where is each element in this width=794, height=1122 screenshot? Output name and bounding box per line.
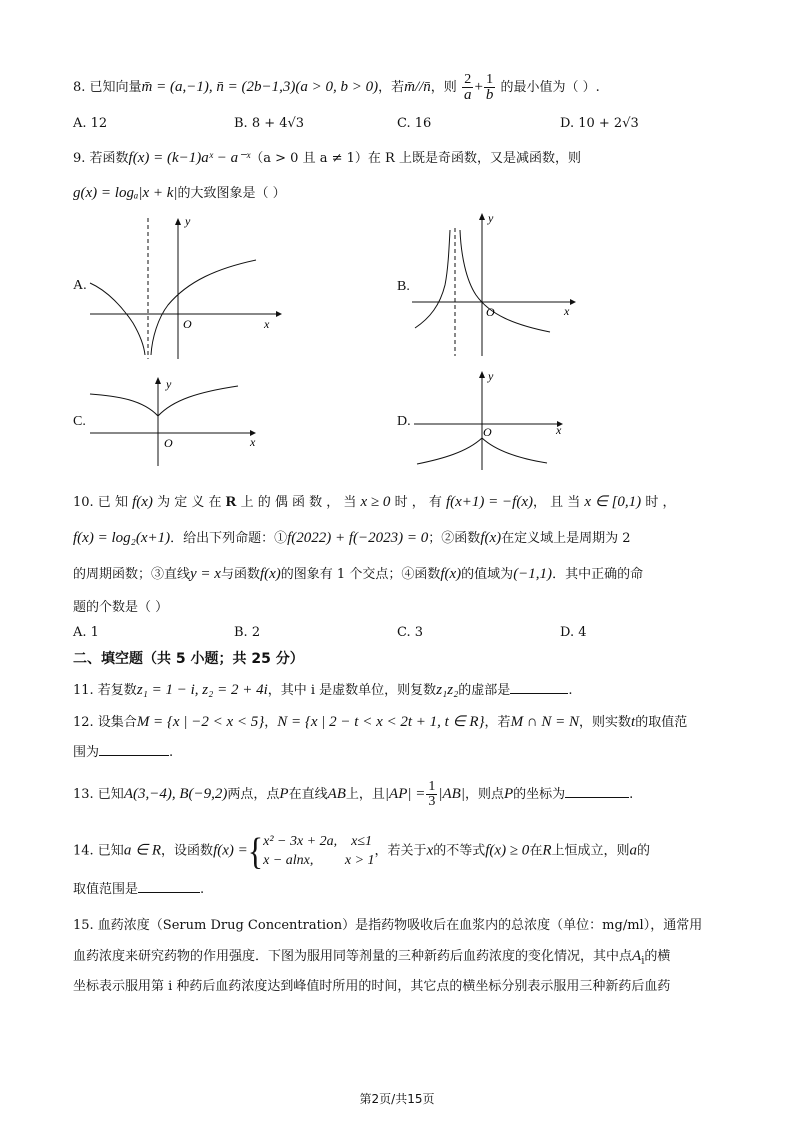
q12-line2: 围为 .	[73, 745, 174, 760]
graph-b-y-label: y	[488, 211, 494, 225]
q9-graph-a[interactable]	[88, 213, 288, 363]
q8-option-d[interactable]: D. 10 + 2√3	[560, 116, 639, 131]
q10-option-d[interactable]: D. 4	[560, 625, 587, 640]
q11-stem: 11. 若复数z₁ = 1 − i, z₂ = 2 + 4i，其中 i 是虚数单位，则复数z₁z₂的虚部是 .	[73, 682, 573, 698]
q14-line1: 14. 已知a ∈ R，设函数f(x) ={ x² − 3x + 2a, x≤1 x − alnx, x > 1 ，若关于x的不等式f(x) ≥ 0在R上恒成立，则a的	[73, 829, 651, 873]
fraction-2-over-a: $\frac{2}{a}$	[463, 72, 472, 103]
graph-b-x-label: x	[564, 304, 570, 318]
q14-line2: 取值范围是 .	[73, 882, 205, 897]
q8-option-c[interactable]: C. 16	[397, 116, 432, 131]
q14-answer-blank[interactable]	[138, 880, 200, 893]
q9-option-b-label[interactable]: B.	[397, 279, 410, 294]
q9-option-d-label[interactable]: D.	[397, 414, 411, 429]
piecewise-brace: {	[247, 829, 264, 873]
q10-option-b[interactable]: B. 2	[234, 625, 261, 640]
graph-a-origin: O	[183, 317, 192, 331]
q9-stem-line1: 9. 若函数f(x) = (k−1)aˣ − a⁻ˣ（a > 0 且 a ≠ 1）在 R 上既是奇函数，又是减函数，则	[73, 150, 581, 166]
q9-graph-d[interactable]	[412, 366, 572, 472]
q11-answer-blank[interactable]	[510, 681, 568, 694]
graph-c-y-label: y	[166, 377, 172, 391]
q9-stem-line2: g(x) = logₐ|x + k|的大致图象是（ ）	[73, 185, 286, 201]
page-footer: 第2页/共15页	[359, 1092, 435, 1106]
piecewise-cases: x² − 3x + 2a, x≤1 x − alnx, x > 1	[263, 834, 375, 868]
graph-a-y-label: y	[185, 214, 191, 228]
q8-option-b[interactable]: B. 8 + 4√3	[234, 116, 305, 131]
fraction-1-over-3: $\frac{1}{3}$	[428, 779, 436, 809]
q10-line4: 题的个数是（ ）	[73, 600, 169, 615]
graph-d-origin: O	[483, 425, 492, 439]
graph-c-x-label: x	[250, 435, 256, 449]
q10-option-c[interactable]: C. 3	[397, 625, 424, 640]
q9-option-a-label[interactable]: A.	[73, 278, 87, 293]
q10-line2: f(x) = log₂(x+1)．给出下列命题：①f(2022) + f(−2023) = 0；②函数f(x)在定义域上是周期为 2	[73, 530, 631, 546]
q12-answer-blank[interactable]	[99, 743, 169, 756]
q10-line1: 10. 已 知 f(x) 为 定 义 在 R 上 的 偶 函 数 ， 当 x ≥ 0 时 ， 有 f(x+1) = −f(x)， 且 当 x ∈ [0,1) 时 ，	[73, 494, 676, 510]
fraction-1-over-b: $\frac{1}{b}$	[485, 72, 494, 103]
graph-d-y-label: y	[488, 369, 494, 383]
q12-line1: 12. 设集合M = {x | −2 < x < 5}，N = {x | 2 − t < x < 2t + 1, t ∈ R}，若M ∩ N = N，则实数t的取值范	[73, 714, 688, 730]
q9-option-c-label[interactable]: C.	[73, 414, 86, 429]
section-fill-in-title: 二、填空题（共 5 小题；共 25 分）	[73, 651, 304, 667]
graph-c-origin: O	[164, 436, 173, 450]
q13-stem: 13. 已知A(3,−4), B(−9,2)两点，点P在直线AB上，且|AP| = $\frac{1}{3}$ |AB|，则点P的坐标为 .	[73, 779, 634, 809]
q15-line3: 坐标表示服用第 i 种药后血药浓度达到峰值时所用的时间，其它点的横坐标分别表示服用三种新药后血药	[73, 979, 671, 994]
q15-line1: 15. 血药浓度（Serum Drug Concentration）是指药物吸收后在血浆内的总浓度（单位：mg/ml），通常用	[73, 918, 703, 933]
q9-graph-c[interactable]	[88, 372, 268, 468]
graph-d-x-label: x	[556, 423, 562, 437]
q8-stem: 8. 已知向量m̄ = (a,−1), n̄ = (2b−1,3)(a > 0, b > 0)，若m̄//n̄，则 $\frac{2}{a}$ + $\frac{1}{b}$ 的最小值为（ ）.	[73, 72, 600, 103]
graph-b-origin: O	[486, 305, 495, 319]
q15-line2: 血药浓度来研究药物的作用强度．下图为服用同等剂量的三种新药后血药浓度的变化情况，其中点$A_i$的横	[73, 948, 671, 967]
q10-option-a[interactable]: A. 1	[73, 625, 99, 640]
graph-a-x-label: x	[264, 317, 270, 331]
q13-answer-blank[interactable]	[565, 785, 629, 798]
q10-line3: 的周期函数；③直线y = x与函数f(x)的图象有 1 个交点；④函数f(x)的值域为(−1,1)．其中正确的命	[73, 566, 644, 582]
q9-graph-b[interactable]	[410, 210, 580, 360]
q8-option-a[interactable]: A. 12	[73, 116, 108, 131]
